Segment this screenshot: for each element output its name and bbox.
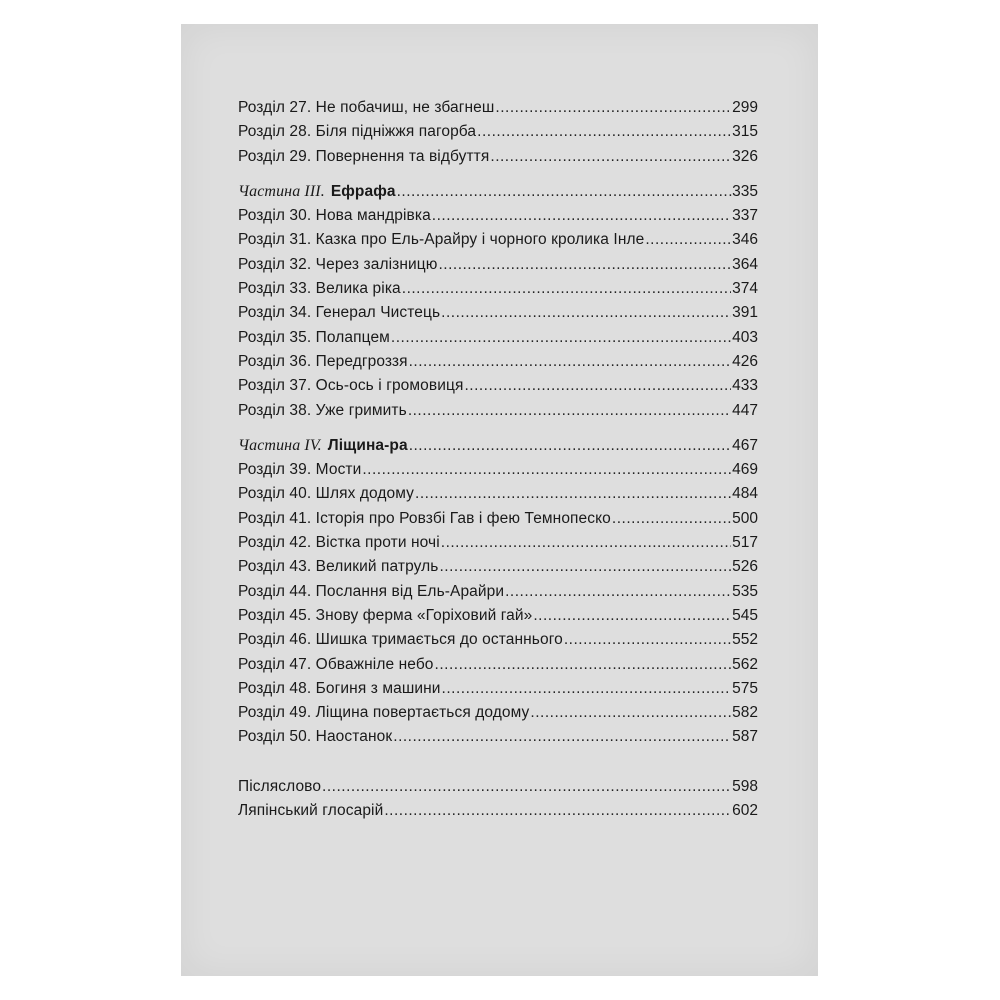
part-name: Ефрафа — [330, 182, 396, 200]
dot-leader — [442, 677, 732, 701]
part-label: Частина IV. — [238, 436, 322, 454]
spacer — [238, 423, 758, 434]
toc-entry — [238, 725, 758, 749]
toc-entry-title: Розділ 50. Наостанок — [238, 728, 393, 746]
toc-entry — [238, 604, 758, 628]
toc-entry — [238, 204, 758, 228]
toc-part-page: 467 — [732, 436, 758, 454]
toc-entry-page: 391 — [732, 304, 758, 322]
dot-leader — [409, 350, 732, 374]
toc-entry — [238, 458, 758, 482]
toc-entry-title: Розділ 41. Історія про Ровзбі Гав і фею Темнопеско — [238, 509, 611, 527]
toc-entry-title: Розділ 47. Обважніле небо — [238, 655, 434, 673]
toc-entry — [238, 555, 758, 579]
toc-entry — [238, 799, 758, 823]
toc-entry — [238, 399, 758, 423]
toc-entry-page: 517 — [732, 534, 758, 552]
toc-part-title — [238, 434, 408, 458]
dot-leader — [409, 434, 732, 458]
toc-entry — [238, 374, 758, 398]
part-label: Частина III. — [238, 182, 325, 200]
toc-entry — [238, 580, 758, 604]
toc-entry-title: Розділ 42. Вістка проти ночі — [238, 534, 440, 552]
dot-leader — [533, 604, 731, 628]
table-of-contents — [238, 96, 758, 823]
dot-leader — [439, 555, 731, 579]
toc-entry-page: 469 — [732, 461, 758, 479]
toc-entry-page: 562 — [732, 655, 758, 673]
dot-leader — [490, 145, 731, 169]
toc-entry — [238, 277, 758, 301]
toc-entry-title: Післяслово — [238, 777, 322, 795]
toc-part-heading — [238, 434, 758, 458]
dot-leader — [415, 482, 731, 506]
toc-entry — [238, 507, 758, 531]
toc-entry — [238, 120, 758, 144]
dot-leader — [391, 326, 731, 350]
toc-entry-title: Розділ 38. Уже гримить — [238, 401, 407, 419]
dot-leader — [432, 204, 731, 228]
toc-entry-page: 337 — [732, 207, 758, 225]
toc-entry — [238, 145, 758, 169]
toc-entry-page: 403 — [732, 328, 758, 346]
toc-entry-page: 582 — [732, 704, 758, 722]
dot-leader — [505, 580, 731, 604]
toc-entry-title: Розділ 36. Передгроззя — [238, 352, 408, 370]
dot-leader — [564, 628, 731, 652]
toc-entry-page: 484 — [732, 485, 758, 503]
toc-entry — [238, 96, 758, 120]
toc-entry-page: 433 — [732, 377, 758, 395]
toc-entry-title: Розділ 28. Біля підніжжя пагорба — [238, 123, 477, 141]
dot-leader — [441, 531, 731, 555]
toc-entry-title: Розділ 45. Знову ферма «Горіховий гай» — [238, 606, 533, 624]
toc-entry-page: 346 — [732, 231, 758, 249]
toc-entry — [238, 482, 758, 506]
toc-entry-title: Розділ 43. Великий патруль — [238, 558, 439, 576]
toc-entry — [238, 326, 758, 350]
toc-entry — [238, 775, 758, 799]
toc-entry-page: 587 — [732, 728, 758, 746]
toc-entry-title: Розділ 34. Генерал Чистець — [238, 304, 441, 322]
spacer — [238, 750, 758, 775]
toc-entry-title: Розділ 35. Полапцем — [238, 328, 390, 346]
dot-leader — [495, 96, 731, 120]
dot-leader — [322, 775, 731, 799]
toc-entry-page: 299 — [732, 99, 758, 116]
toc-part-page: 335 — [732, 182, 758, 200]
toc-entry-title: Розділ 31. Казка про Ель-Арайру і чорного кролика Інле — [238, 231, 645, 249]
toc-entry-page: 526 — [732, 558, 758, 576]
toc-entry-title: Розділ 49. Ліщина повертається додому — [238, 704, 530, 722]
toc-entry-title: Розділ 37. Ось-ось і громовиця — [238, 377, 464, 395]
dot-leader — [438, 253, 731, 277]
toc-entry-page: 426 — [732, 352, 758, 370]
toc-entry — [238, 628, 758, 652]
part-name: Ліщина-ра — [327, 436, 408, 454]
dot-leader — [408, 399, 731, 423]
dot-leader — [441, 301, 731, 325]
dot-leader — [397, 180, 733, 204]
toc-entry-page: 598 — [732, 777, 758, 795]
dot-leader — [362, 458, 731, 482]
spacer — [238, 169, 758, 180]
toc-part-heading — [238, 180, 758, 204]
toc-entry-page: 535 — [732, 582, 758, 600]
toc-entry — [238, 531, 758, 555]
toc-entry-page: 545 — [732, 606, 758, 624]
toc-entry-title: Розділ 29. Повернення та відбуття — [238, 147, 490, 165]
dot-leader — [435, 653, 732, 677]
dot-leader — [645, 228, 731, 252]
toc-entry-page: 575 — [732, 679, 758, 697]
toc-entry-page: 315 — [732, 123, 758, 141]
toc-entry-title: Розділ 33. Велика ріка — [238, 280, 401, 298]
toc-entry-title: Ляпінський глосарій — [238, 802, 384, 820]
dot-leader — [402, 277, 731, 301]
toc-entry-title: Розділ 39. Мости — [238, 461, 362, 479]
toc-entry-title: Розділ 27. Не побачиш, не збагнеш — [238, 99, 495, 116]
toc-entry — [238, 301, 758, 325]
toc-entry-title: Розділ 32. Через залізницю — [238, 255, 438, 273]
toc-entry — [238, 677, 758, 701]
toc-entry-page: 500 — [732, 509, 758, 527]
toc-entry-page: 447 — [732, 401, 758, 419]
toc-entry-title: Розділ 46. Шишка тримається до останнього — [238, 631, 563, 649]
toc-entry — [238, 253, 758, 277]
toc-entry-page: 552 — [732, 631, 758, 649]
toc-entry — [238, 228, 758, 252]
toc-part-title — [238, 180, 396, 204]
dot-leader — [464, 374, 731, 398]
toc-entry-title: Розділ 48. Богиня з машини — [238, 679, 441, 697]
dot-leader — [393, 725, 731, 749]
toc-entry — [238, 350, 758, 374]
toc-entry — [238, 701, 758, 725]
toc-entry — [238, 653, 758, 677]
toc-entry-title: Розділ 44. Послання від Ель-Арайри — [238, 582, 505, 600]
toc-entry-title: Розділ 30. Нова мандрівка — [238, 207, 431, 225]
dot-leader — [612, 507, 731, 531]
toc-entry-page: 602 — [732, 802, 758, 820]
dot-leader — [384, 799, 731, 823]
toc-entry-page: 364 — [732, 255, 758, 273]
dot-leader — [530, 701, 731, 725]
toc-entry-page: 374 — [732, 280, 758, 298]
toc-entry-title: Розділ 40. Шлях додому — [238, 485, 415, 503]
toc-entry-page: 326 — [732, 147, 758, 165]
dot-leader — [477, 120, 731, 144]
